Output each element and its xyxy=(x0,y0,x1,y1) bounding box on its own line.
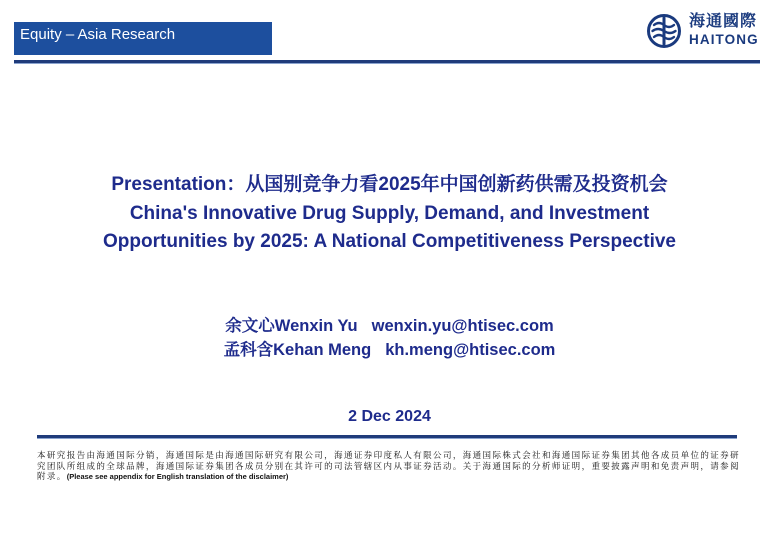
author-row xyxy=(0,314,779,338)
report-date: 2 Dec 2024 xyxy=(348,408,431,425)
author-list xyxy=(0,314,779,362)
logo-chinese-wordmark: 海通國際 xyxy=(689,13,758,30)
author-name-cn: 余文心 xyxy=(225,317,275,335)
title-line-english-1: China's Innovative Drug Supply, Demand, and Investment xyxy=(129,202,650,224)
title-line-chinese: Presentation：从国别竞争力看2025年中国创新药供需及投资机会 xyxy=(111,174,668,195)
logo-english-wordmark: HAITONG xyxy=(689,32,759,47)
header-divider xyxy=(14,60,760,63)
author-email: wenxin.yu@htisec.com xyxy=(371,317,554,335)
author-email: kh.meng@htisec.com xyxy=(385,341,556,359)
author-name-en: Wenxin Yu xyxy=(274,317,358,335)
disclaimer-english-note: (Please see appendix for English translation of the disclaimer) xyxy=(66,472,289,481)
author-row xyxy=(0,338,779,362)
title-line-english-2: Opportunities by 2025: A National Competitiveness Perspective xyxy=(103,231,676,252)
disclaimer-chinese: 本研究报告由海通国际分销，海通国际是由海通国际研究有限公司，海通证券印度私人有限公司，海通国际株式会社和海通国际证券集团其他各成员单位的证券研究团队所组成的全球品牌，海通国际证券集团各成员分别在其许可的司法管辖区内从事证券活动。关于海通国际的分析师证明，重要披露声明和免责声明，请参阅附录。 xyxy=(37,450,740,481)
haitong-emblem-icon xyxy=(646,13,682,49)
section-banner xyxy=(14,22,272,55)
haitong-logo xyxy=(646,10,764,52)
author-name-en: Kehan Meng xyxy=(273,341,372,359)
section-banner-label: Equity – Asia Research xyxy=(20,26,176,43)
disclaimer-text xyxy=(37,450,740,483)
author-name-cn: 孟科含 xyxy=(223,341,274,359)
disclaimer-divider xyxy=(37,435,737,438)
presentation-title xyxy=(0,171,779,257)
